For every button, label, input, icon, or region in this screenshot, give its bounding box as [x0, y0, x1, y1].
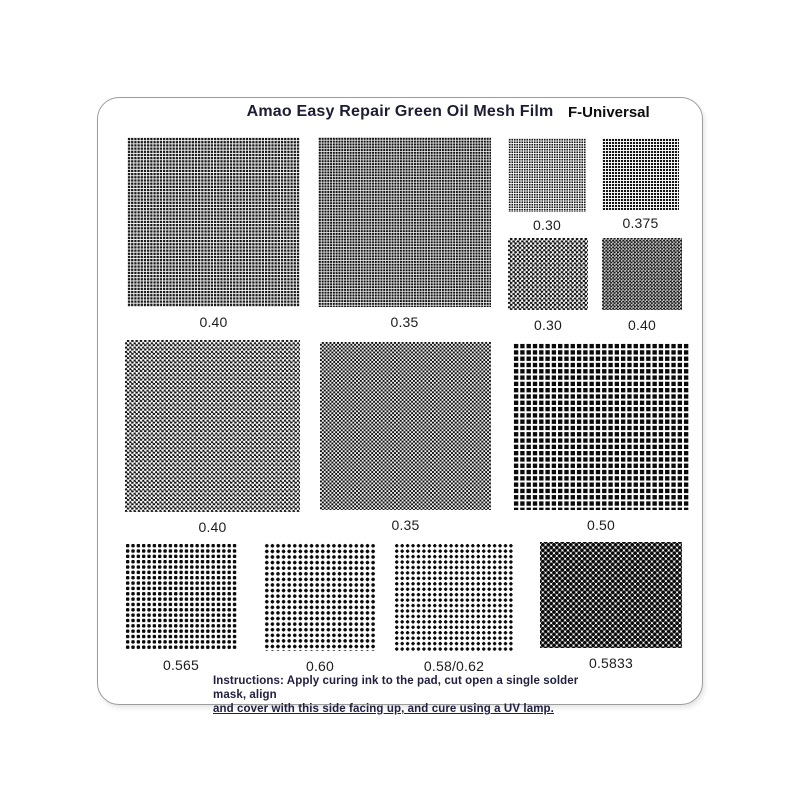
- mesh-swatch-row2-040: [125, 340, 300, 535]
- mesh-swatch-row1b-030: [508, 238, 588, 333]
- mesh-swatch-row1-040: [127, 137, 300, 330]
- mesh-size-label: 0.40: [627, 317, 657, 333]
- instructions-line-1: Instructions: Apply curing ink to the pad, cut open a single solder mask, align: [213, 675, 579, 701]
- instructions-line-2: and cover with this side facing up, and cure using a UV lamp.: [213, 703, 554, 715]
- mesh-size-label: 0.35: [391, 517, 420, 533]
- mesh-size-label: 0.565: [162, 657, 200, 673]
- mesh-pattern: [127, 137, 300, 307]
- mesh-pattern: [264, 543, 376, 651]
- mesh-pattern: [320, 342, 491, 510]
- mesh-pattern: [512, 342, 690, 510]
- mesh-size-label: 0.58/0.62: [423, 658, 485, 674]
- mesh-size-label: 0.30: [533, 317, 563, 333]
- mesh-swatch-row1-035: [318, 137, 491, 330]
- mesh-pattern: [125, 543, 237, 650]
- mesh-swatch-row3-060: [264, 543, 376, 674]
- mesh-size-label: 0.5833: [588, 655, 634, 671]
- mesh-swatch-row3-05833: [540, 542, 682, 671]
- mesh-pattern: [602, 138, 679, 210]
- mesh-size-label: 0.50: [586, 517, 616, 533]
- mesh-size-label: 0.30: [532, 217, 562, 233]
- mesh-swatch-row2-035: [320, 342, 491, 533]
- mesh-size-label: 0.60: [305, 658, 335, 674]
- mesh-swatch-row1b-040: [602, 238, 682, 333]
- mesh-pattern: [508, 238, 588, 310]
- mesh-swatch-row1-030: [508, 138, 586, 233]
- mesh-swatch-row3-058-062: [394, 543, 514, 674]
- mesh-pattern: [540, 542, 682, 648]
- mesh-size-label: 0.40: [199, 314, 228, 330]
- mesh-pattern: [394, 543, 514, 651]
- mesh-pattern: [602, 238, 682, 310]
- mesh-size-label: 0.35: [390, 314, 419, 330]
- mesh-swatch-row2-050: [512, 342, 690, 533]
- mesh-swatch-row1-0375: [602, 138, 679, 231]
- mesh-pattern: [125, 340, 300, 512]
- mesh-size-label: 0.375: [622, 215, 659, 231]
- mesh-pattern: [508, 138, 586, 212]
- mesh-swatch-row3-0565: [125, 543, 237, 673]
- instructions-text: [213, 674, 613, 716]
- mesh-pattern: [318, 137, 491, 307]
- sheet-title: Amao Easy Repair Green Oil Mesh Film: [246, 103, 554, 120]
- mesh-size-label: 0.40: [198, 519, 227, 535]
- model-label: F-Universal: [568, 104, 650, 121]
